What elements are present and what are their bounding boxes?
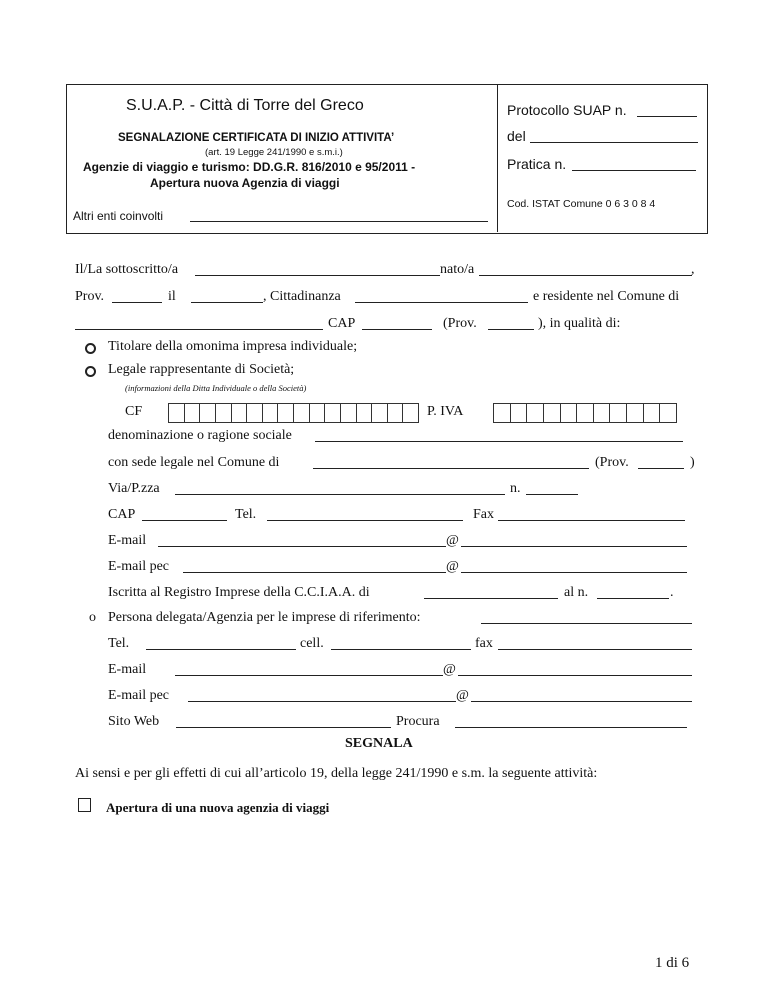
legale-radio[interactable]: [85, 366, 96, 377]
sede-prov-close: ): [690, 455, 695, 470]
segnala-intro: Ai sensi e per gli effetti di cui all’articolo 19, della legge 241/1990 e s.m. la seguente attività:: [75, 766, 598, 781]
emailpec-domain-field[interactable]: [461, 560, 687, 573]
n-field[interactable]: [526, 482, 578, 495]
email2-at: @: [443, 662, 456, 677]
cap-field[interactable]: [362, 317, 432, 330]
emailpec2-label: E-mail pec: [108, 688, 170, 703]
prov2-field[interactable]: [488, 317, 534, 330]
fax-field[interactable]: [498, 508, 685, 521]
cciaa-field[interactable]: [424, 586, 558, 599]
persona-label: Persona delegata/Agenzia per le imprese di riferimento:: [108, 610, 421, 625]
header-divider: [497, 84, 498, 232]
piva-grid[interactable]: [493, 403, 677, 423]
cf-grid[interactable]: [168, 403, 419, 423]
tel-field[interactable]: [267, 508, 463, 521]
cf-label: CF: [125, 404, 143, 419]
denominazione-field[interactable]: [315, 429, 683, 442]
segnala-heading: SEGNALA: [345, 736, 413, 751]
protocollo-label: Protocollo SUAP n.: [507, 102, 627, 118]
persona-bullet[interactable]: o: [89, 610, 96, 625]
del-label: del: [507, 128, 526, 144]
titolare-label: Titolare della omonima impresa individuale;: [108, 339, 358, 354]
emailpec-label: E-mail pec: [108, 559, 170, 574]
emailpec2-at: @: [456, 688, 469, 703]
altri-enti-label: Altri enti coinvolti: [73, 209, 164, 223]
cap2-field[interactable]: [142, 508, 227, 521]
emailpec-at: @: [446, 559, 459, 574]
fax-label: Fax: [473, 507, 494, 522]
email-domain-field[interactable]: [461, 534, 687, 547]
sede-prov-field[interactable]: [638, 456, 684, 469]
comune-residenza-field[interactable]: [75, 317, 323, 330]
protocollo-field[interactable]: [637, 104, 697, 117]
rea-field[interactable]: [597, 586, 669, 599]
via-field[interactable]: [175, 482, 505, 495]
sito-label: Sito Web: [108, 714, 160, 729]
del-field[interactable]: [530, 130, 698, 143]
nato-field[interactable]: [479, 263, 692, 276]
sottoscritto-label: Il/La sottoscritto/a: [75, 262, 179, 277]
nato-label: nato/a: [440, 262, 475, 277]
procura-label: Procura: [396, 714, 440, 729]
email-user-field[interactable]: [158, 534, 446, 547]
legale-label: Legale rappresentante di Società;: [108, 362, 295, 377]
iscritta-label: Iscritta al Registro Imprese della C.C.I.A.A. di: [108, 585, 370, 600]
pratica-label: Pratica n.: [507, 156, 567, 172]
email2-domain-field[interactable]: [458, 663, 692, 676]
emailpec2-domain-field[interactable]: [471, 689, 692, 702]
titolare-radio[interactable]: [85, 343, 96, 354]
piva-label: P. IVA: [427, 404, 464, 419]
sito-field[interactable]: [176, 715, 391, 728]
residente-label: e residente nel Comune di: [533, 289, 680, 304]
header-subtitle-1: Agenzie di viaggio e turismo: DD.G.R. 816/2010 e 95/2011 -: [83, 160, 416, 174]
email2-label: E-mail: [108, 662, 147, 677]
qualita-label: ), in qualità di:: [538, 316, 621, 331]
apertura-label: Apertura di una nuova agenzia di viaggi: [106, 800, 330, 815]
al-n-label: al n.: [564, 585, 589, 600]
prov-field[interactable]: [112, 290, 162, 303]
tel-label: Tel.: [235, 507, 257, 522]
cell-label: cell.: [300, 636, 324, 651]
info-note: (informazioni della Ditta Individuale o della Società): [125, 383, 307, 393]
email-label: E-mail: [108, 533, 147, 548]
procura-field[interactable]: [455, 715, 687, 728]
header-title: S.U.A.P. - Città di Torre del Greco: [126, 97, 364, 114]
n-label: n.: [510, 481, 521, 496]
header-subtitle-2: Apertura nuova Agenzia di viaggi: [150, 176, 340, 190]
cittadinanza-field[interactable]: [355, 290, 528, 303]
period: .: [670, 585, 674, 600]
fax2-label: fax: [475, 636, 493, 651]
via-label: Via/P.zza: [108, 481, 160, 496]
persona-field[interactable]: [481, 611, 692, 624]
emailpec2-user-field[interactable]: [188, 689, 456, 702]
tel2-field[interactable]: [146, 637, 296, 650]
apertura-checkbox[interactable]: [78, 798, 91, 812]
cell-field[interactable]: [331, 637, 471, 650]
prov2-label: (Prov.: [443, 316, 477, 331]
fax2-field[interactable]: [498, 637, 692, 650]
tel2-label: Tel.: [108, 636, 130, 651]
sottoscritto-field[interactable]: [195, 263, 440, 276]
legal-reference: (art. 19 Legge 241/1990 e s.m.i.): [205, 147, 343, 158]
il-label: il: [168, 289, 176, 304]
cap2-label: CAP: [108, 507, 136, 522]
sede-label: con sede legale nel Comune di: [108, 455, 280, 470]
pratica-field[interactable]: [572, 158, 696, 171]
emailpec-user-field[interactable]: [183, 560, 446, 573]
email-at: @: [446, 533, 459, 548]
email2-user-field[interactable]: [175, 663, 443, 676]
il-field[interactable]: [191, 290, 263, 303]
cap-label: CAP: [328, 316, 356, 331]
scia-title: SEGNALAZIONE CERTIFICATA DI INIZIO ATTIVITA’: [118, 132, 395, 144]
sede-field[interactable]: [313, 456, 589, 469]
prov-label: Prov.: [75, 289, 105, 304]
istat-code: Cod. ISTAT Comune 0 6 3 0 8 4: [507, 198, 656, 210]
altri-enti-field[interactable]: [190, 209, 488, 222]
denominazione-label: denominazione o ragione sociale: [108, 428, 292, 443]
page-number: 1 di 6: [655, 955, 690, 971]
sede-prov-label: (Prov.: [595, 455, 629, 470]
comma: ,: [691, 262, 695, 277]
cittadinanza-label: , Cittadinanza: [263, 289, 341, 304]
